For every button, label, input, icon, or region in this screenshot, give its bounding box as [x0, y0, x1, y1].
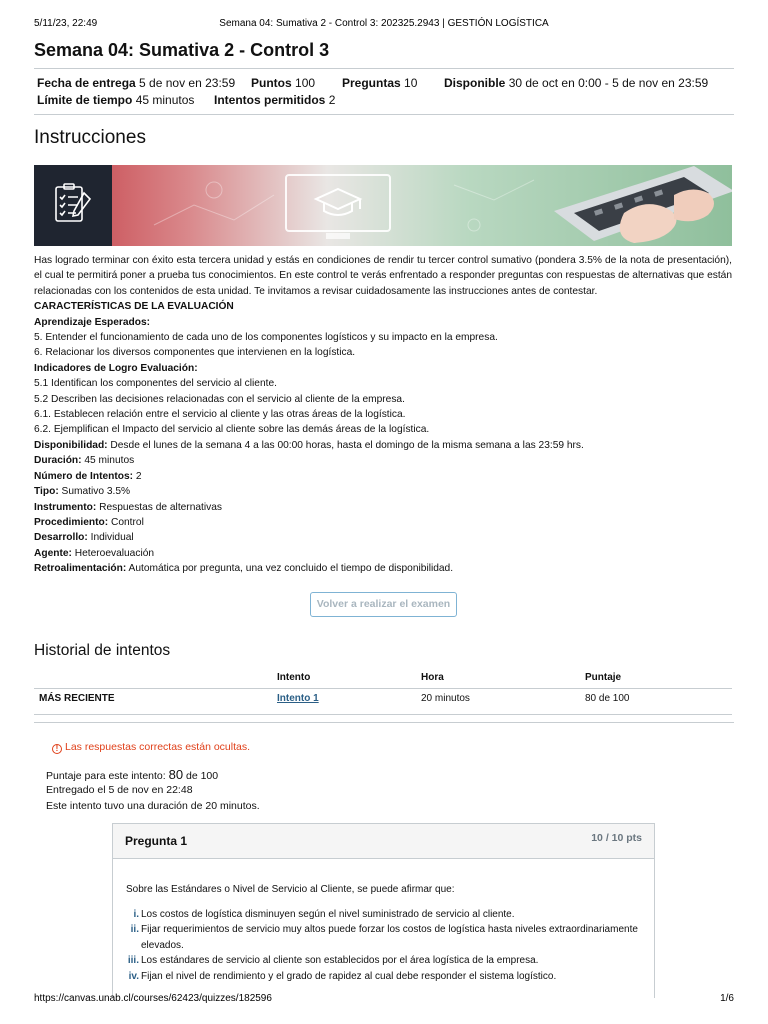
question-1: [112, 823, 655, 998]
divider: [34, 68, 734, 69]
page-title: Semana 04: Sumativa 2 - Control 3: [34, 40, 330, 60]
question-title: Pregunta 1: [125, 834, 188, 848]
column-header-time: Hora: [421, 672, 444, 683]
instructions-intro: Has logrado terminar con éxito esta tercera unidad y estás en condiciones de rendir tu tercer control sumativo (pondera 3.5% de la nota de presentación), el cual te permitirá poner a prueba tus conocimientos. En este control te verás enfrentado a responder preguntas con respuestas de alternativas que están relacionadas con los contenidos de esta unidad. Te invitamos a revisar cuidadosamente las instrucciones antes de contestar.: [34, 255, 732, 297]
submitted-time: Entregado el 5 de nov en 22:48: [46, 784, 193, 796]
divider: [34, 114, 734, 115]
attempts-allowed: Intentos permitidos 2: [214, 93, 336, 107]
question-statement-list: [126, 907, 646, 984]
print-url: https://canvas.unab.cl/courses/62423/quizzes/182596: [34, 993, 272, 1004]
detail-type: Tipo: Sumativo 3.5%: [34, 486, 131, 498]
detail-development: Desarrollo: Individual: [34, 532, 134, 544]
list-item: i. Los costos de logística disminuyen según el nivel suministrado de servicio al cliente.: [133, 909, 515, 920]
question-count: Preguntas 10: [342, 76, 418, 90]
indicator-item: 6.2. Ejemplifican el Impacto del servicio al cliente sobre las demás áreas de la logística.: [34, 424, 430, 436]
instructions-banner: [34, 165, 732, 246]
indicators-heading: Indicadores de Logro Evaluación:: [34, 362, 198, 374]
list-item: iv. Fijan el nivel de rendimiento y el grado de rapidez al cual debe responder el sistema logístico.: [128, 970, 557, 982]
warning-icon: !: [52, 744, 62, 754]
print-date: 5/11/23, 22:49: [34, 18, 98, 29]
detail-instrument: Instrumento: Respuestas de alternativas: [34, 501, 222, 513]
time-limit: Límite de tiempo 45 minutos: [37, 93, 195, 107]
print-page-number: 1/6: [720, 993, 734, 1004]
attempt-duration: Este intento tuvo una duración de 20 minutos.: [46, 800, 260, 812]
detail-duration: Duración: 45 minutos: [34, 455, 135, 467]
availability: Disponible 30 de oct en 0:00 - 5 de nov en 23:59: [444, 76, 709, 90]
retake-quiz-button[interactable]: Volver a realizar el examen: [310, 592, 457, 617]
learning-item: 6. Relacionar los diversos componentes que intervienen en la logística.: [34, 347, 356, 359]
attempt-score: 80 de 100: [585, 693, 630, 704]
answers-hidden-warning: ! Las respuestas correctas están ocultas.: [52, 741, 250, 754]
learning-item: 5. Entender el funcionamiento de cada uno de los componentes logísticos y su impacto en la empresa.: [34, 332, 498, 344]
due-date: Fecha de entrega 5 de nov en 23:59: [37, 76, 236, 90]
indicator-item: 5.1 Identifican los componentes del servicio al cliente.: [34, 378, 277, 390]
indicator-item: 6.1. Establecen relación entre el servicio al cliente y las otras áreas de la logística.: [34, 409, 406, 421]
instructions-heading: Instrucciones: [34, 127, 146, 148]
detail-feedback: Retroalimentación: Automática por pregunta, una vez concluido el tiempo de disponibilidad.: [34, 563, 454, 575]
detail-attempts: Número de Intentos: 2: [34, 470, 142, 482]
attempt-1-link[interactable]: Intento 1: [277, 693, 319, 704]
detail-agent: Agente: Heteroevaluación: [34, 547, 155, 559]
indicator-item: 5.2 Describen las decisiones relacionadas con el servicio al cliente de la empresa.: [34, 393, 405, 405]
question-points: 10 / 10 pts: [591, 832, 642, 844]
column-header-score: Puntaje: [585, 672, 622, 683]
list-item: ii. Fijar requerimientos de servicio muy altos puede forzar los costos de logística hasta niveles extraordinariamente elevados.: [130, 924, 638, 951]
divider: [34, 714, 732, 715]
divider: [34, 722, 734, 723]
attempt-score-summary: Puntaje para este intento: 80 de 100: [46, 767, 219, 782]
print-footer: [34, 993, 734, 1007]
question-text: Sobre las Estándares o Nivel de Servicio al Cliente, se puede afirmar que:: [126, 884, 455, 895]
attempt-time: 20 minutos: [421, 693, 470, 704]
characteristics-heading: CARACTERÍSTICAS DE LA EVALUACIÓN: [34, 301, 234, 313]
learning-heading: Aprendizaje Esperados:: [34, 316, 151, 328]
column-header-attempt: Intento: [277, 672, 311, 683]
detail-availability: Disponibilidad: Desde el lunes de la semana 4 a las 00:00 horas, hasta el domingo de la misma semana a las 23:59 hrs.: [34, 439, 584, 451]
list-item: iii. Los estándares de servicio al cliente son establecidos por el área logística de la empresa.: [127, 955, 539, 967]
instructions-body: [34, 253, 732, 577]
print-doc-title: Semana 04: Sumativa 2 - Control 3: 202325.2943 | GESTIÓN LOGÍSTICA: [219, 18, 549, 29]
banner-illustration: [34, 165, 732, 246]
divider: [34, 688, 732, 689]
history-heading: Historial de intentos: [34, 642, 171, 659]
print-header: [34, 18, 734, 32]
detail-procedure: Procedimiento: Control: [34, 516, 144, 528]
points: Puntos 100: [251, 76, 316, 90]
question-header: [113, 824, 654, 859]
row-label-most-recent: MÁS RECIENTE: [39, 693, 115, 704]
